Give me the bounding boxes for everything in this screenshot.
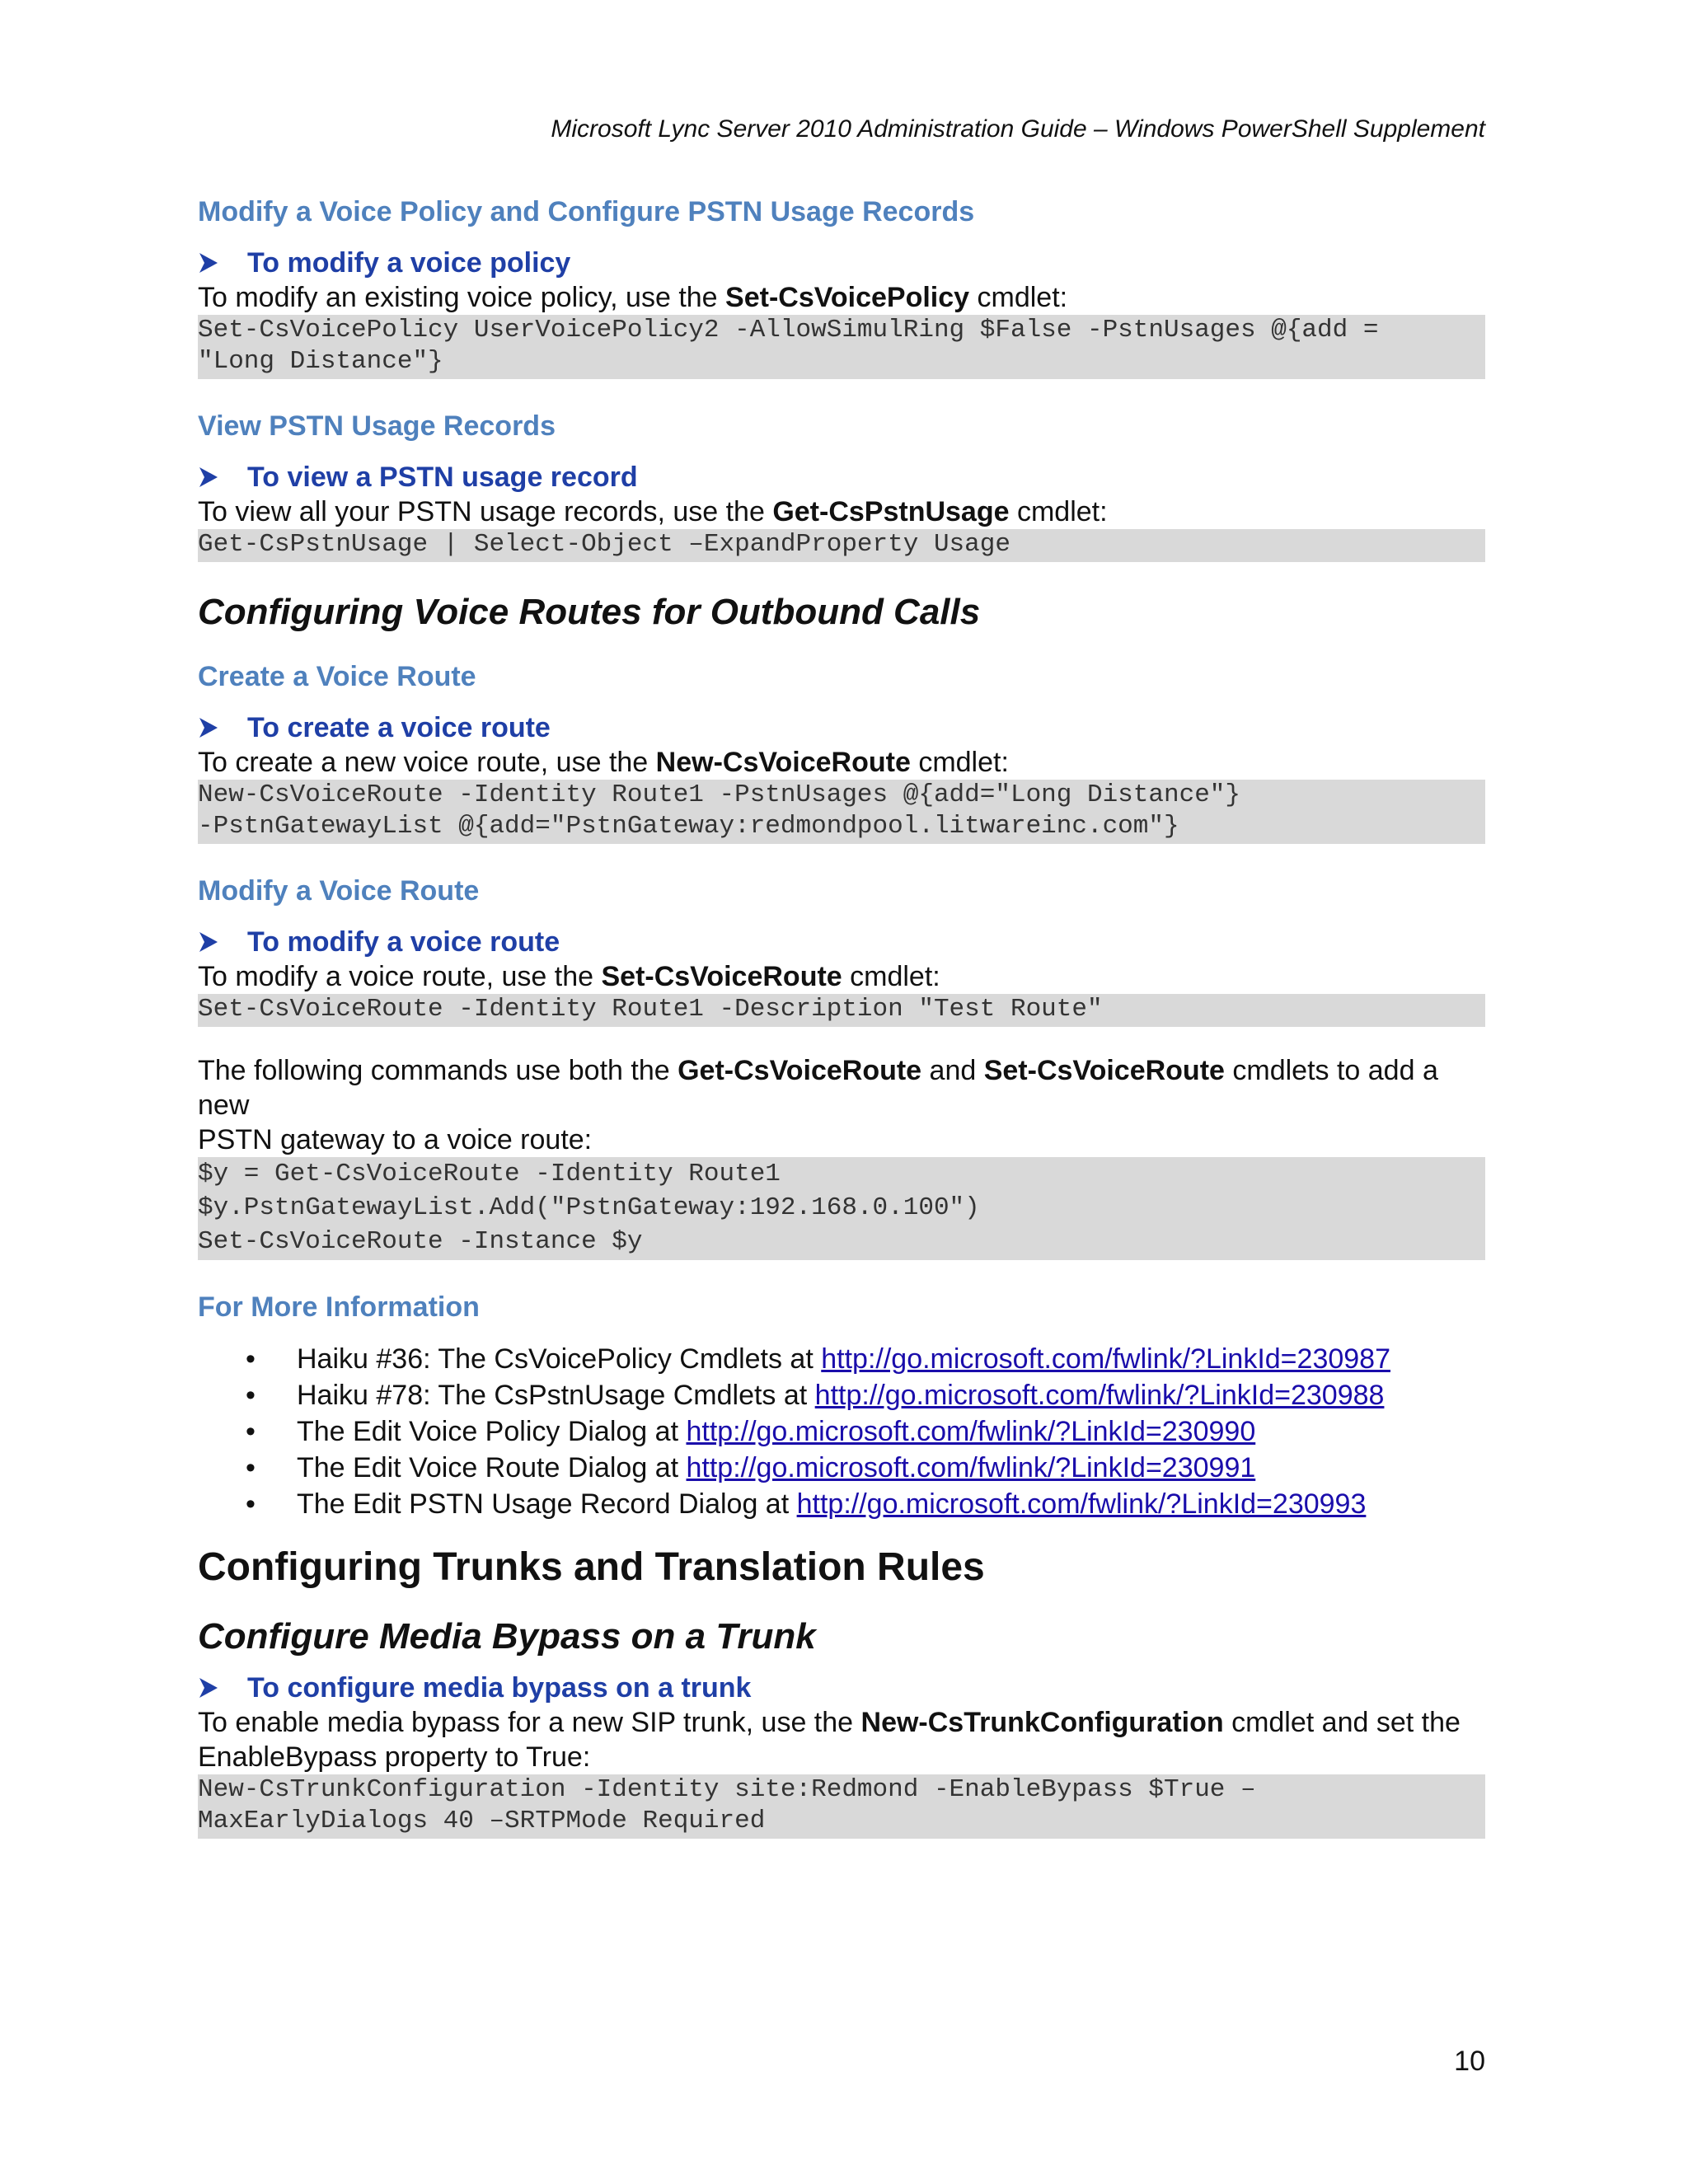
code-line: $y = Get-CsVoiceRoute -Identity Route1	[198, 1160, 781, 1188]
heading-create-voice-route: Create a Voice Route	[198, 661, 476, 692]
paragraph	[198, 959, 1485, 994]
text: To create a new voice route, use the	[198, 747, 656, 778]
cmdlet-name: New-CsVoiceRoute	[655, 747, 911, 778]
code-line: $y.PstnGatewayList.Add("PstnGateway:192.168.0.100")	[198, 1193, 980, 1222]
cmdlet-name: Get-CsVoiceRoute	[678, 1055, 922, 1086]
procedure-heading	[198, 246, 1485, 280]
text: cmdlet and set the	[1223, 1707, 1461, 1738]
heading-view-pstn-usage: View PSTN Usage Records	[198, 410, 556, 442]
heading-configuring-voice-routes: Configuring Voice Routes for Outbound Calls	[198, 592, 981, 632]
reference-link[interactable]: http://go.microsoft.com/fwlink/?LinkId=230988	[814, 1380, 1385, 1411]
code-line: Set-CsVoiceRoute -Identity Route1 -Description "Test Route"	[198, 995, 1103, 1024]
arrow-bullet-icon	[198, 716, 247, 739]
paragraph: EnableBypass property to True:	[198, 1741, 591, 1773]
code-line: MaxEarlyDialogs 40 –SRTPMode Required	[198, 1807, 766, 1835]
procedure-title: To view a PSTN usage record	[247, 462, 638, 493]
bullet-dot-icon: •	[246, 1452, 256, 1483]
bullet-dot-icon: •	[246, 1488, 256, 1520]
text: Haiku #36: The CsVoicePolicy Cmdlets at	[297, 1343, 822, 1375]
text: The Edit Voice Policy Dialog at	[297, 1416, 687, 1447]
cmdlet-name: New-CsTrunkConfiguration	[860, 1707, 1224, 1738]
text: The Edit Voice Route Dialog at	[297, 1452, 687, 1483]
arrow-bullet-icon	[198, 930, 247, 954]
procedure-title: To create a voice route	[247, 712, 551, 743]
text: Haiku #78: The CsPstnUsage Cmdlets at	[297, 1380, 815, 1411]
code-block	[198, 315, 1485, 379]
code-line: Set-CsVoiceRoute -Instance $y	[198, 1227, 643, 1256]
arrow-bullet-icon	[198, 466, 247, 489]
procedure-title: To modify a voice route	[247, 926, 560, 958]
code-block	[198, 994, 1485, 1027]
text: The Edit PSTN Usage Record Dialog at	[297, 1488, 797, 1520]
procedure-heading	[198, 1671, 1485, 1705]
document-page	[198, 0, 1485, 2184]
list-item	[198, 1450, 1485, 1486]
text: To modify a voice route, use the	[198, 961, 602, 992]
code-line: "Long Distance"}	[198, 347, 443, 376]
list-item	[198, 1341, 1485, 1377]
code-block	[198, 529, 1485, 562]
paragraph	[198, 1053, 1485, 1122]
reference-link[interactable]: http://go.microsoft.com/fwlink/?LinkId=230987	[821, 1343, 1390, 1375]
paragraph	[198, 745, 1485, 780]
code-block	[198, 1157, 1485, 1260]
text: To enable media bypass for a new SIP trunk, use the	[198, 1707, 861, 1738]
bullet-dot-icon: •	[246, 1343, 256, 1375]
code-line: New-CsTrunkConfiguration -Identity site:Redmond -EnableBypass $True –	[198, 1775, 1256, 1804]
cmdlet-name: Get-CsPstnUsage	[772, 496, 1010, 527]
text: cmdlet:	[969, 282, 1068, 313]
text: To modify an existing voice policy, use the	[198, 282, 726, 313]
code-block	[198, 1774, 1485, 1839]
text: cmdlet:	[1009, 496, 1108, 527]
reference-link[interactable]: http://go.microsoft.com/fwlink/?LinkId=230991	[686, 1452, 1256, 1483]
procedure-title: To modify a voice policy	[247, 247, 571, 279]
text: The following commands use both the	[198, 1055, 678, 1086]
bullet-dot-icon: •	[246, 1416, 256, 1447]
text: cmdlet:	[842, 961, 940, 992]
page-content	[198, 194, 1485, 1839]
procedure-heading	[198, 925, 1485, 959]
code-line: Set-CsVoicePolicy UserVoicePolicy2 -AllowSimulRing $False -PstnUsages @{add =	[198, 316, 1379, 344]
cmdlet-name: Set-CsVoicePolicy	[725, 282, 970, 313]
paragraph	[198, 494, 1485, 529]
procedure-heading	[198, 460, 1485, 494]
procedure-heading	[198, 710, 1485, 745]
running-header: Microsoft Lync Server 2010 Administration Guide – Windows PowerShell Supplement	[551, 115, 1485, 143]
cmdlet-name: Set-CsVoiceRoute	[601, 961, 842, 992]
code-line: -PstnGatewayList @{add="PstnGateway:redmondpool.litwareinc.com"}	[198, 812, 1179, 841]
bullet-dot-icon: •	[246, 1380, 256, 1411]
text: cmdlets to add a new	[198, 1055, 1438, 1121]
reference-link[interactable]: http://go.microsoft.com/fwlink/?LinkId=230993	[796, 1488, 1367, 1520]
reference-link[interactable]: http://go.microsoft.com/fwlink/?LinkId=230990	[686, 1416, 1256, 1447]
heading-for-more-information: For More Information	[198, 1291, 480, 1323]
procedure-title: To configure media bypass on a trunk	[247, 1672, 752, 1704]
code-line: New-CsVoiceRoute -Identity Route1 -PstnUsages @{add="Long Distance"}	[198, 780, 1241, 809]
code-block	[198, 780, 1485, 844]
list-item	[198, 1413, 1485, 1450]
heading-configure-media-bypass: Configure Media Bypass on a Trunk	[198, 1616, 816, 1657]
reference-list	[198, 1341, 1485, 1522]
paragraph: PSTN gateway to a voice route:	[198, 1124, 593, 1155]
heading-modify-voice-route: Modify a Voice Route	[198, 875, 480, 907]
list-item	[198, 1377, 1485, 1413]
heading-modify-voice-policy: Modify a Voice Policy and Configure PSTN Usage Records	[198, 196, 975, 227]
list-item	[198, 1486, 1485, 1522]
paragraph	[198, 1705, 1485, 1740]
heading-configuring-trunks: Configuring Trunks and Translation Rules	[198, 1545, 985, 1589]
paragraph	[198, 280, 1485, 315]
arrow-bullet-icon	[198, 1676, 247, 1699]
cmdlet-name: Set-CsVoiceRoute	[983, 1055, 1225, 1086]
text: To view all your PSTN usage records, use the	[198, 496, 773, 527]
code-line: Get-CsPstnUsage | Select-Object –ExpandProperty Usage	[198, 530, 1010, 559]
page-number: 10	[1454, 2046, 1485, 2077]
text: cmdlet:	[910, 747, 1009, 778]
text: and	[921, 1055, 984, 1086]
arrow-bullet-icon	[198, 251, 247, 274]
